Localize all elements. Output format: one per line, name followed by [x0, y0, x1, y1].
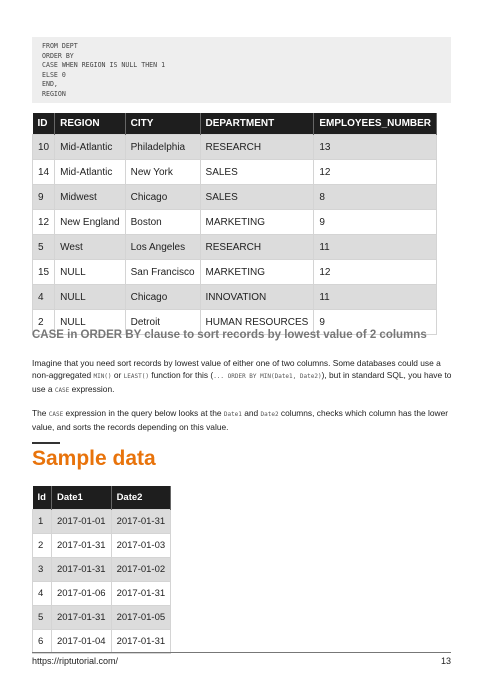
paragraph-text: or [111, 370, 124, 380]
column-header: EMPLOYEES_NUMBER [314, 113, 437, 135]
inline-code: Date2 [260, 411, 279, 418]
table-cell: Mid-Atlantic [55, 135, 125, 160]
code-line: CASE WHEN REGION IS NULL THEN 1 [42, 61, 166, 70]
table-row [33, 630, 171, 654]
table-cell: MARKETING [200, 210, 314, 235]
table-cell: 2017-01-03 [111, 534, 171, 558]
table-cell: 4 [33, 582, 52, 606]
code-line: FROM DEPT [42, 42, 78, 50]
table-cell: 12 [33, 210, 55, 235]
table-row [33, 185, 437, 210]
column-header: Date1 [51, 486, 111, 510]
table-cell: INNOVATION [200, 285, 314, 310]
table-cell: 5 [33, 606, 52, 630]
table-cell: 2017-01-06 [51, 582, 111, 606]
paragraph-text: function for this ( [148, 370, 214, 380]
table-row [33, 285, 437, 310]
code-line: ELSE 0 [42, 70, 66, 79]
table-cell: RESEARCH [200, 135, 314, 160]
table-header-row [33, 113, 437, 135]
table-cell: 2 [33, 534, 52, 558]
sample-data-heading: Sample data [32, 447, 156, 470]
code-line: ORDER BY [42, 51, 74, 60]
table-cell: 2017-01-02 [111, 558, 171, 582]
table-cell: 10 [33, 135, 55, 160]
column-header: ID [33, 113, 55, 135]
table-row [33, 160, 437, 185]
table-cell: 2017-01-31 [51, 558, 111, 582]
section-heading: CASE in ORDER BY clause to sort records by lowest value of 2 columns [32, 329, 427, 341]
code-block [32, 37, 451, 103]
table-cell: Detroit [125, 310, 200, 335]
inline-code: Date1 [223, 411, 242, 418]
table-cell: Chicago [125, 285, 200, 310]
inline-code: CASE [54, 387, 70, 394]
table-cell: 2017-01-05 [111, 606, 171, 630]
table-cell: 2 [33, 310, 55, 335]
table-cell: NULL [55, 285, 125, 310]
table-cell: 11 [314, 235, 437, 260]
footer-url-link[interactable]: https://riptutorial.com/ [32, 656, 119, 666]
table-row [33, 558, 171, 582]
table-cell: SALES [200, 185, 314, 210]
inline-code: CASE [48, 411, 64, 418]
table-cell: New York [125, 160, 200, 185]
table-cell: 8 [314, 185, 437, 210]
table-header-row [33, 486, 171, 510]
table-cell: NULL [55, 260, 125, 285]
table-row [33, 260, 437, 285]
table-row [33, 582, 171, 606]
paragraph-intro [32, 357, 452, 397]
inline-code: MIN() [93, 373, 112, 380]
footer-divider [32, 652, 451, 653]
table-cell: 15 [33, 260, 55, 285]
table-cell: Midwest [55, 185, 125, 210]
table-cell: 9 [33, 185, 55, 210]
table-cell: 9 [314, 310, 437, 335]
inline-code: ... ORDER BY MIN(Date1, Date2) [213, 373, 322, 380]
table-cell: 2017-01-01 [51, 510, 111, 534]
table-cell: 14 [33, 160, 55, 185]
table-row [33, 534, 171, 558]
table-cell: San Francisco [125, 260, 200, 285]
table-cell: 12 [314, 260, 437, 285]
table-cell: 6 [33, 630, 52, 654]
table-cell: 3 [33, 558, 52, 582]
table-cell: 5 [33, 235, 55, 260]
table-row [33, 606, 171, 630]
table-cell: 2017-01-31 [111, 582, 171, 606]
table-cell: 2017-01-04 [51, 630, 111, 654]
table-row [33, 235, 437, 260]
table-cell: West [55, 235, 125, 260]
table-cell: 9 [314, 210, 437, 235]
table-cell: NULL [55, 310, 125, 335]
paragraph-text: expression. [69, 384, 115, 394]
departments-table [32, 113, 437, 335]
table-cell: 12 [314, 160, 437, 185]
table-cell: SALES [200, 160, 314, 185]
paragraph-text: Imagine that you need sort records by lowest value of either one of two columns. Some databases could use a non-aggregated [32, 358, 441, 380]
table-cell: Philadelphia [125, 135, 200, 160]
paragraph-text: expression in the query below looks at the [63, 408, 224, 418]
paragraph-text: columns, checks which column has the lower value, and sorts the records depending on this value. [32, 408, 449, 432]
table-cell: 2017-01-31 [111, 510, 171, 534]
table-row [33, 210, 437, 235]
table-cell: 11 [314, 285, 437, 310]
code-line: REGION [42, 89, 66, 98]
table-cell: 2017-01-31 [51, 606, 111, 630]
table-cell: 13 [314, 135, 437, 160]
table-cell: HUMAN RESOURCES [200, 310, 314, 335]
paragraph-text: and [241, 408, 261, 418]
paragraph-text: The [32, 408, 49, 418]
table-cell: 2017-01-31 [51, 534, 111, 558]
paragraph-explanation [32, 407, 452, 433]
column-header: Id [33, 486, 52, 510]
column-header: DEPARTMENT [200, 113, 314, 135]
table-cell: 1 [33, 510, 52, 534]
table-cell: New England [55, 210, 125, 235]
page-number: 13 [440, 656, 451, 666]
table-cell: Los Angeles [125, 235, 200, 260]
column-header: Date2 [111, 486, 171, 510]
paragraph-text: ), but in standard SQL, you have to use a [32, 370, 452, 394]
column-header: CITY [125, 113, 200, 135]
code-line: END, [42, 80, 58, 89]
table-cell: RESEARCH [200, 235, 314, 260]
heading-rule [32, 442, 60, 444]
table-cell: Boston [125, 210, 200, 235]
table-row [33, 510, 171, 534]
table-cell: Mid-Atlantic [55, 160, 125, 185]
column-header: REGION [55, 113, 125, 135]
table-row [33, 135, 437, 160]
table-cell: MARKETING [200, 260, 314, 285]
table-cell: Chicago [125, 185, 200, 210]
table-cell: 4 [33, 285, 55, 310]
sample-data-table [32, 486, 171, 654]
table-cell: 2017-01-31 [111, 630, 171, 654]
inline-code: LEAST() [123, 373, 149, 380]
